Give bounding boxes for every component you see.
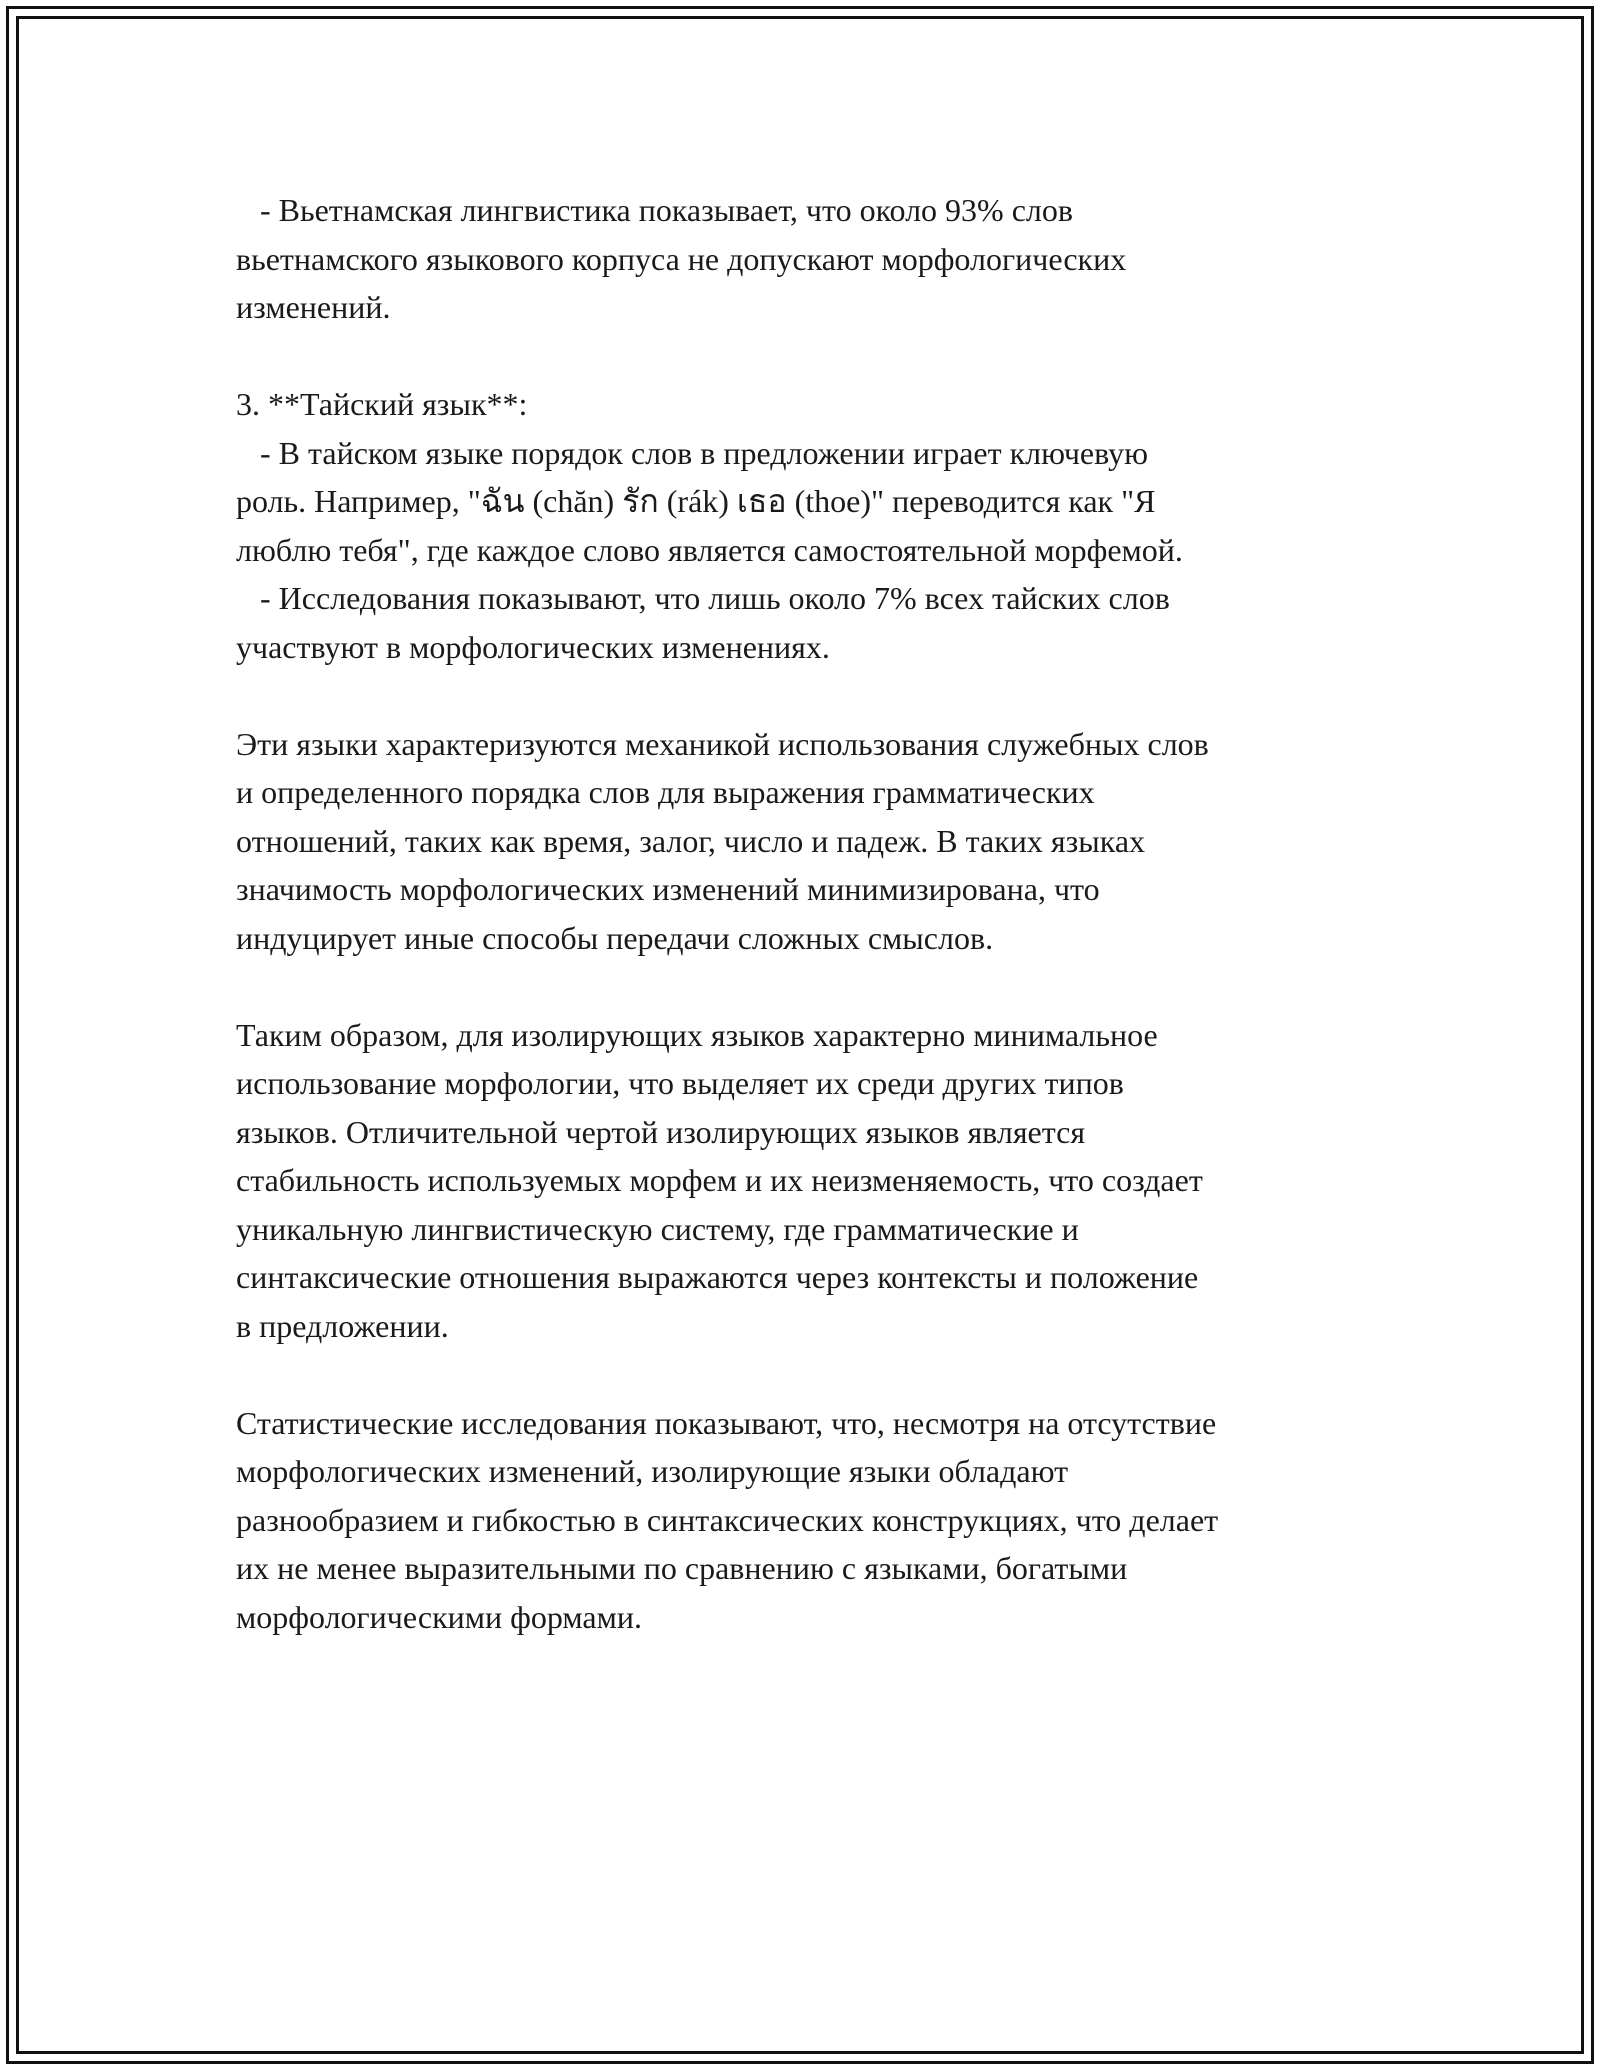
text-line: люблю тебя", где каждое слово является самостоятельной морфемой. [236, 531, 1183, 568]
document-body [236, 186, 1386, 1641]
text-line: использование морфологии, что выделяет их среди других типов [236, 1065, 1124, 1101]
text-line: стабильность используемых морфем и их неизменяемость, что создает [236, 1162, 1203, 1198]
text-line: - В тайском языке порядок слов в предложении играет ключевую [236, 434, 1149, 471]
text-line: значимость морфологических изменений минимизирована, что [236, 871, 1100, 907]
text-line: участвуют в морфологических изменениях. [236, 628, 830, 665]
paragraph-conclusion [236, 1011, 1386, 1351]
text-line: в предложении. [236, 1307, 449, 1344]
text-line: морфологическими формами. [236, 1598, 642, 1635]
text-line: роль. Например, "ฉัน (chăn) รัก (rák) เธอ (thoe)" переводится как "Я [236, 483, 1156, 519]
text-line: - Исследования показывают, что лишь около 7% всех тайских слов [236, 580, 1170, 616]
paragraph-thai-language [236, 380, 1386, 671]
text-line: вьетнамского языкового корпуса не допускают морфологических [236, 240, 1127, 277]
text-line: их не менее выразительными по сравнению с языками, богатыми [236, 1550, 1128, 1586]
text-line: Статистические исследования показывают, что, несмотря на отсутствие [236, 1404, 1217, 1441]
text-line: Таким образом, для изолирующих языков характерно минимальное [236, 1016, 1158, 1053]
text-line: и определенного порядка слов для выражения грамматических [236, 774, 1095, 810]
text-line: отношений, таких как время, залог, число и падеж. В таких языках [236, 822, 1146, 859]
text-line: Эти языки характеризуются механикой использования служебных слов [236, 725, 1209, 762]
text-line: синтаксические отношения выражаются через контексты и положение [236, 1259, 1199, 1295]
text-line: индуцирует иные способы передачи сложных смыслов. [236, 919, 994, 956]
text-line: уникальную лингвистическую систему, где грамматические и [236, 1210, 1079, 1247]
text-line: разнообразием и гибкостью в синтаксических конструкциях, что делает [236, 1501, 1219, 1538]
text-line: языков. Отличительной чертой изолирующих языков является [236, 1113, 1086, 1150]
paragraph-vietnamese-stats [236, 186, 1386, 332]
paragraph-characteristics [236, 720, 1386, 963]
text-line: - Вьетнамская лингвистика показывает, что около 93% слов [236, 192, 1073, 228]
text-line: изменений. [236, 289, 391, 325]
text-line: морфологических изменений, изолирующие языки обладают [236, 1453, 1069, 1489]
paragraph-statistics [236, 1399, 1386, 1642]
section-heading-thai: 3. **Тайский язык**: [236, 386, 528, 422]
